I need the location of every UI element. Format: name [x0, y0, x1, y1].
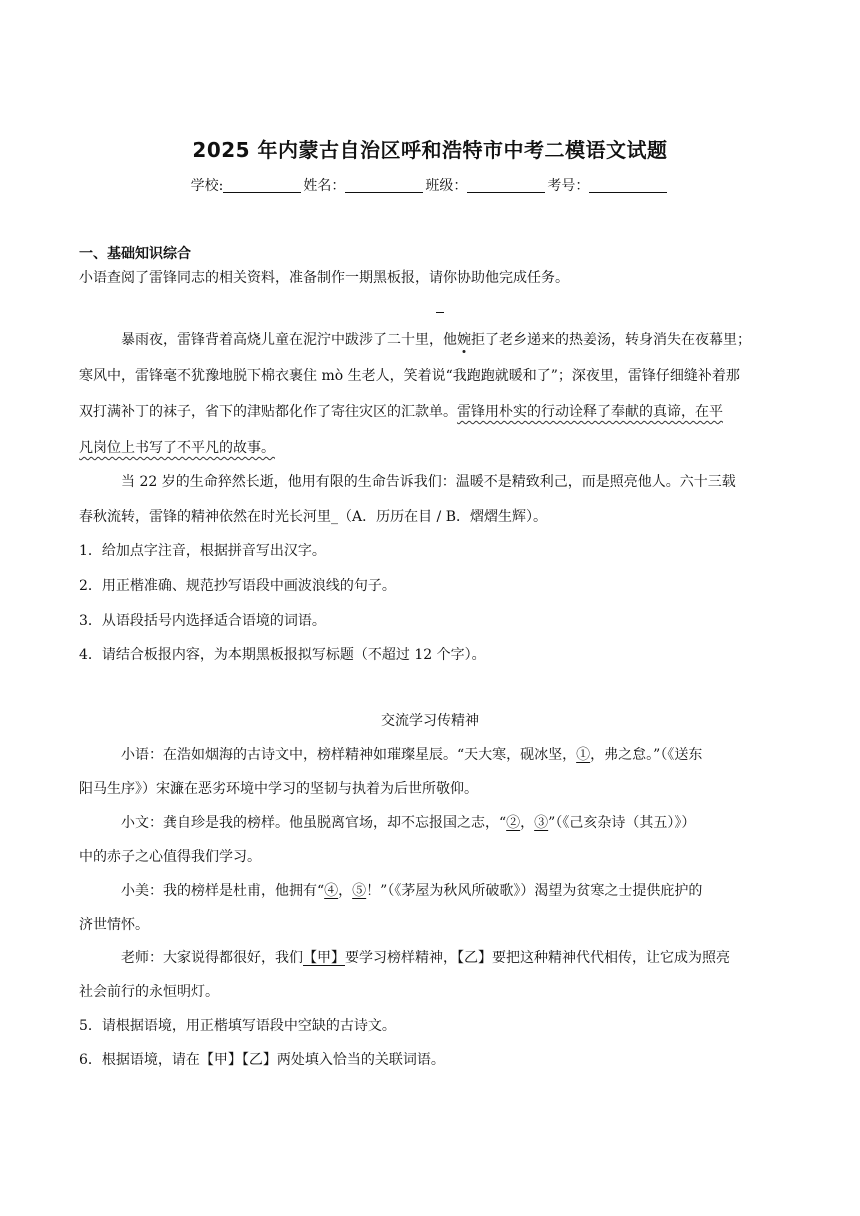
- question-item: 2．用正楷准确、规范抄写语段中画波浪线的句子。: [79, 578, 396, 594]
- dialog-text: ，: [338, 883, 353, 899]
- question-item: 5．请根据语境，用正楷填写语段中空缺的古诗文。: [79, 1018, 396, 1034]
- dialog-text: ，: [520, 815, 535, 831]
- dialog-line: 阳马生序》）宋濂在恶劣环境中学习的坚韧与执着为后世所敬仰。: [79, 781, 478, 797]
- dialog-text: ！”（《茅屋为秋风所破歌》）渴望为贫寒之士提供庇护的: [366, 883, 703, 899]
- passage-line: [79, 402, 781, 422]
- blank-2[interactable]: ②: [506, 815, 521, 831]
- section-subtitle: 交流学习传精神: [381, 713, 479, 729]
- passage-line: 当 22 岁的生命猝然长逝，他用有限的生命告诉我们：温暖不是精致利己，而是照亮他人。六十三载: [121, 474, 736, 490]
- dialog-line: 济世情怀。: [79, 917, 149, 933]
- student-info-line: [0, 175, 860, 195]
- dialog-text: ”（《己亥杂诗（其五）》）: [548, 815, 696, 831]
- class-label: 班级：: [425, 178, 468, 194]
- blank-4[interactable]: ④: [324, 883, 339, 899]
- dialog-text: ，弗之怠。”（《送东: [590, 747, 703, 763]
- passage-line: 寒风中，雷锋毫不犹豫地脱下棉衣裹住 mò 生老人，笑着说“我跑跑就暖和了”；深夜里，雷锋仔细缝补着那: [79, 368, 740, 384]
- dialog-text: 要学习榜样精神，【乙】要把这种精神代代相传，让它成为照亮: [345, 950, 730, 966]
- class-blank[interactable]: [467, 178, 545, 193]
- question-item: 6．根据语境，请在【甲】【乙】两处填入恰当的关联词语。: [79, 1052, 445, 1068]
- dotted-char: 婉: [457, 332, 471, 348]
- intro-text: 小语查阅了雷锋同志的相关资料，准备制作一期黑板报，请你协助他完成任务。: [79, 270, 569, 286]
- dialog-text: 小文：龚自珍是我的榜样。他虽脱离官场，却不忘报国之志，“: [121, 815, 507, 831]
- dialog-line: [79, 813, 781, 833]
- passage-text: 暴雨夜，雷锋背着高烧儿童在泥泞中跋涉了二十里，他: [121, 332, 457, 348]
- wavy-underlined-text: 凡岗位上书写了不平凡的故事。: [79, 440, 275, 456]
- question-item: 3．从语段括号内选择适合语境的词语。: [79, 613, 326, 629]
- dash-mark: [436, 312, 444, 313]
- passage-line: [79, 330, 781, 350]
- blank-1[interactable]: ①: [576, 747, 591, 763]
- blank-3[interactable]: ③: [534, 815, 549, 831]
- exam-no-blank[interactable]: [589, 178, 667, 193]
- dialog-line: 中的赤子之心值得我们学习。: [79, 849, 261, 865]
- wavy-underlined-text: 雷锋用朴实的行动诠释了奉献的真谛，在平: [457, 404, 723, 420]
- name-blank[interactable]: [345, 178, 423, 193]
- dialog-text: 小美：我的榜样是杜甫，他拥有“: [121, 883, 325, 899]
- question-item: 4．请结合板报内容，为本期黑板报拟写标题（不超过 12 个字）。: [79, 647, 486, 663]
- passage-line: 春秋流转，雷锋的精神依然在时光长河里_（A．历历在目 / B．熠熠生辉）。: [79, 509, 548, 525]
- question-item: 1．给加点字注音，根据拼音写出汉字。: [79, 543, 326, 559]
- blank-5[interactable]: ⑤: [352, 883, 367, 899]
- school-label: 学校:: [190, 178, 224, 194]
- dialog-line: [79, 881, 781, 901]
- passage-line: [79, 438, 781, 458]
- dialog-line: [79, 745, 781, 765]
- name-label: 姓名：: [303, 178, 346, 194]
- section-heading: 一、基础知识综合: [79, 246, 191, 262]
- exam-no-label: 考号：: [547, 178, 590, 194]
- passage-text: 双打满补丁的袜子，省下的津贴都化作了寄往灾区的汇款单。: [79, 404, 457, 420]
- page-title: 2025 年内蒙古自治区呼和浩特市中考二模语文试题: [192, 138, 668, 162]
- dialog-text: 老师：大家说得都很好，我们: [121, 950, 303, 966]
- dialog-text: 小语：在浩如烟海的古诗文中，榜样精神如璀璨星辰。“天大寒，砚冰坚，: [121, 747, 577, 763]
- passage-text: 拒了老乡递来的热姜汤，转身消失在夜幕里；: [471, 332, 751, 348]
- dialog-line: [79, 948, 781, 968]
- blank-jia[interactable]: 【甲】: [303, 950, 345, 966]
- school-blank[interactable]: [223, 178, 301, 193]
- dialog-line: 社会前行的永恒明灯。: [79, 984, 219, 1000]
